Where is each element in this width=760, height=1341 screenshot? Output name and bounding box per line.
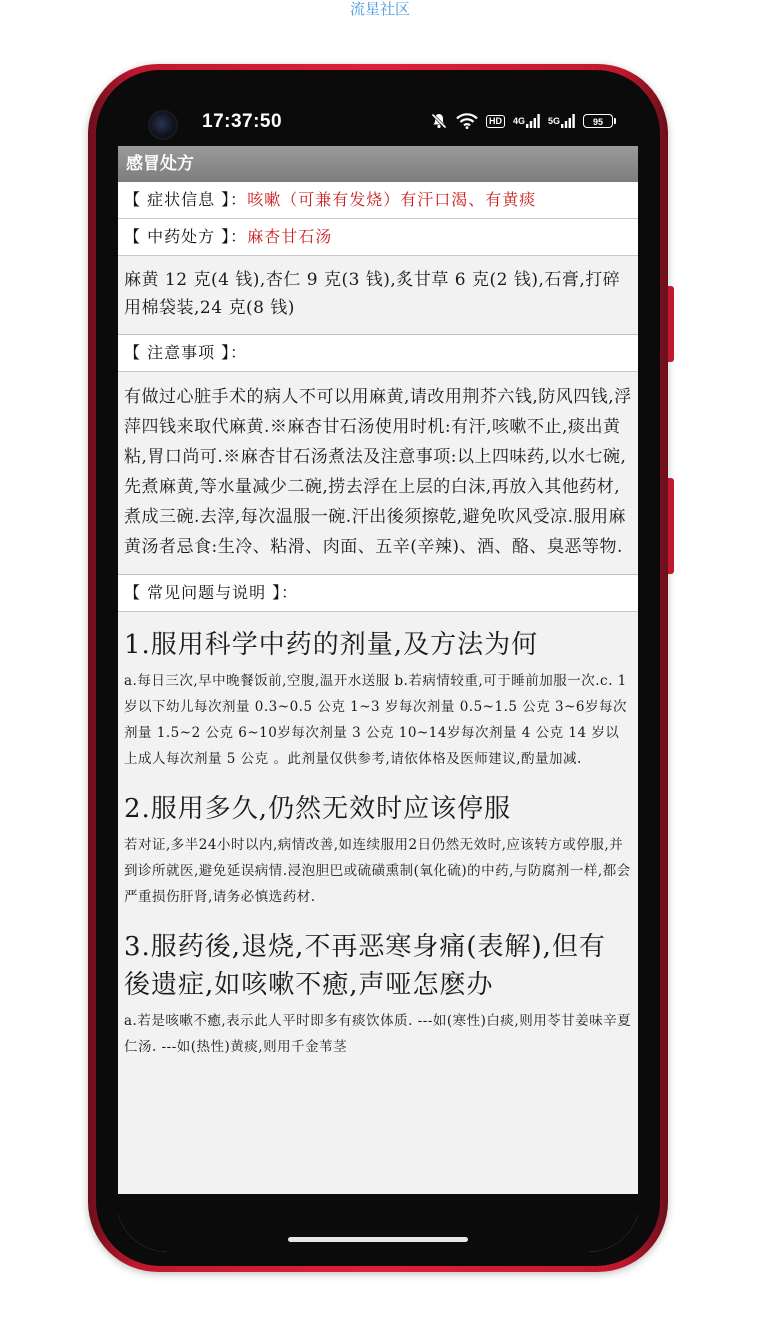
symptom-value: 咳嗽（可兼有发烧）有汗口渴、有黄痰 [247, 190, 537, 209]
faq-question: 2.服用多久,仍然无效时应该停服 [124, 794, 512, 824]
formula-detail: 麻黄 12 克(4 钱),杏仁 9 克(3 钱),炙甘草 6 克(2 钱),石膏,打碎用棉袋装,24 克(8 钱) [118, 256, 638, 335]
5g-label: 5G [547, 116, 560, 126]
notes-label: 【 注意事项 】： [124, 343, 248, 362]
4g-signal-icon [513, 114, 540, 128]
battery-level: 95 [583, 114, 613, 128]
notes-row [118, 335, 638, 372]
volume-button [668, 286, 674, 362]
wifi-icon [456, 113, 478, 129]
page-title: 感冒处方 [118, 146, 638, 182]
mute-icon [430, 112, 448, 130]
status-icons [430, 112, 616, 130]
hd-icon: HD [486, 115, 505, 128]
faq-item [124, 928, 632, 1060]
watermark-text: 流星社区 [349, 0, 410, 18]
formula-value: 麻杏甘石汤 [247, 227, 333, 246]
battery-icon [583, 114, 616, 128]
faq-item [124, 626, 632, 772]
faq-question: 3.服药後,退烧,不再恶寒身痛(表解),但有後遗症,如咳嗽不癒,声哑怎麽办 [124, 932, 606, 1000]
symptom-label: 【 症状信息 】： [124, 190, 248, 209]
5g-signal-icon [548, 114, 575, 128]
formula-label: 【 中药处方 】： [124, 227, 248, 246]
symptom-row [118, 182, 638, 219]
faq-label: 【 常见问题与说明 】： [124, 583, 299, 602]
app-content[interactable] [118, 146, 638, 1252]
formula-row [118, 219, 638, 256]
faq-item [124, 790, 632, 910]
faq-list [118, 612, 638, 1060]
faq-row [118, 575, 638, 612]
status-time: 17:37:50 [202, 111, 283, 132]
4g-label: 4G [512, 116, 525, 126]
faq-question: 1.服用科学中药的剂量,及方法为何 [124, 630, 539, 660]
faq-answer: a.每日三次,早中晚餐饭前,空腹,温开水送服 b.若病情较重,可于睡前加服一次.c. 1 岁以下幼儿每次剂量 0.3~0.5 公克 1~3 岁每次剂量 0.5~1.5 公克 3~6岁每次剂量 1.5~2 公克 6~10岁每次剂量 3 公克 10~14岁每次剂量 4 公克 14 岁以上成人每次剂量 5 公克 。此剂量仅供参考,请依体格及医师建议,酌量加减. [124, 673, 628, 767]
faq-answer: 若对证,多半24小时以内,病情改善,如连续服用2日仍然无效时,应该转方或停服,并到诊所就医,避免延误病情.浸泡胆巴或硫磺熏制(氧化硫)的中药,与防腐剂一样,都会严重损伤肝肾,请务必慎选药材. [124, 837, 631, 905]
home-indicator[interactable] [288, 1237, 468, 1242]
faq-answer: a.若是咳嗽不癒,表示此人平时即多有痰饮体质. ---如(寒性)白痰,则用苓甘姜味辛夏仁汤. ---如(热性)黄痰,则用千金苇茎 [124, 1013, 632, 1055]
phone-frame [88, 64, 668, 1272]
screen [116, 84, 640, 1252]
bottom-bezel [116, 1194, 640, 1252]
front-camera-icon [148, 110, 178, 140]
power-button [668, 478, 674, 574]
status-bar [116, 84, 640, 146]
notes-text: 有做过心脏手术的病人不可以用麻黄,请改用荆芥六钱,防风四钱,浮萍四钱来取代麻黄.※麻杏甘石汤使用时机:有汗,咳嗽不止,痰出黄粘,胃口尚可.※麻杏甘石汤煮法及注意事项:以上四味药,以水七碗,先煮麻黄,等水量减少二碗,捞去浮在上层的白沫,再放入其他药材,煮成三碗.去滓,每次温服一碗.汗出後须擦乾,避免吹风受凉.服用麻黄汤者忌食:生冷、粘滑、肉面、五辛(辛辣)、酒、酪、臭恶等物. [118, 372, 638, 575]
phone-body [96, 70, 660, 1266]
